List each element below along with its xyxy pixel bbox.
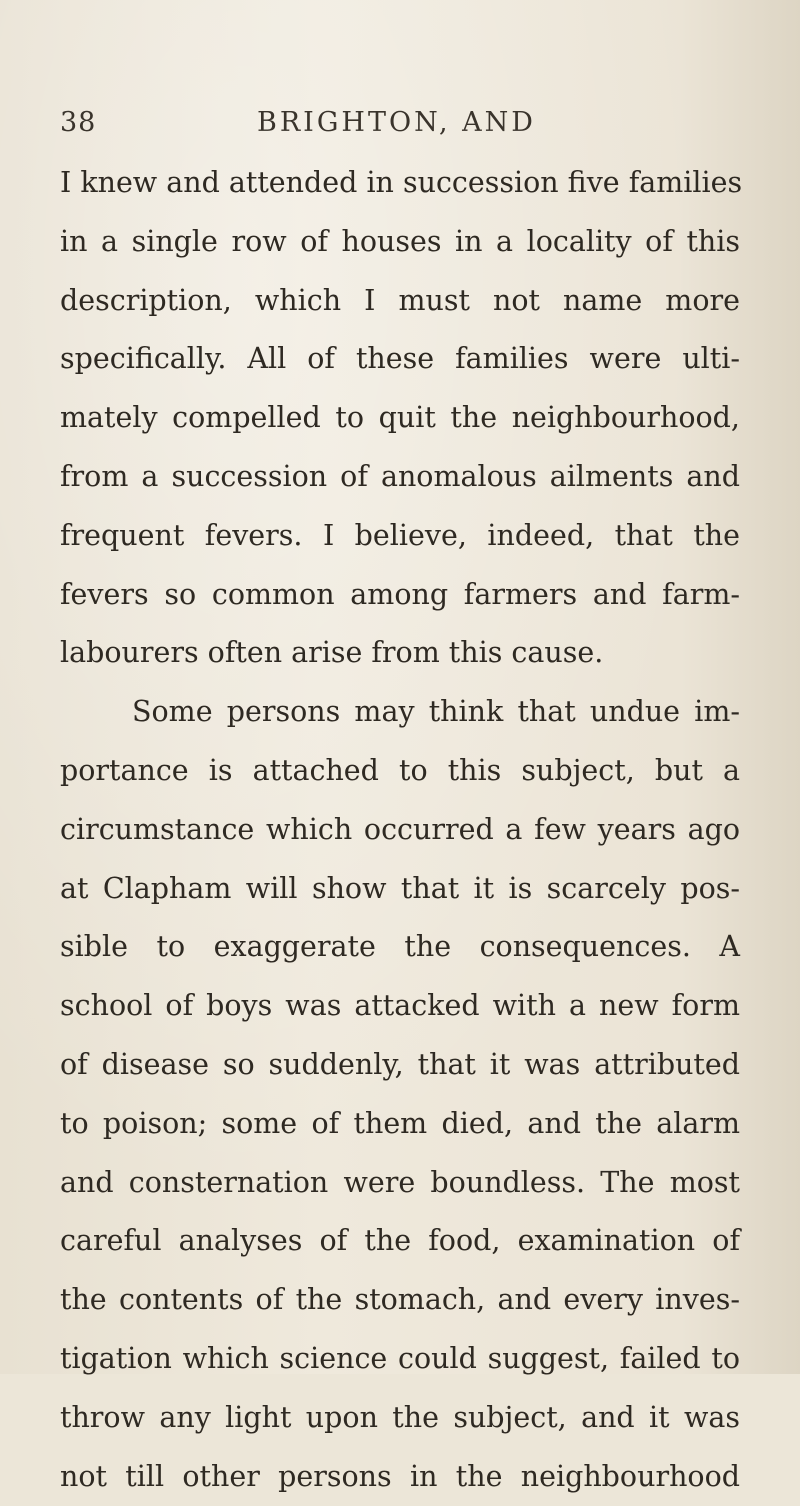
- text-line: from a succession of anomalous ailments and: [60, 459, 740, 493]
- text-line: fevers so common among farmers and farm-: [60, 577, 740, 611]
- text-line: tigation which science could suggest, failed to: [60, 1341, 740, 1375]
- text-line: specifically. All of these families were ulti-: [60, 342, 740, 376]
- text-line: the contents of the stomach, and every inves-: [60, 1283, 740, 1317]
- text-line: at Clapham will show that it is scarcely pos-: [60, 871, 740, 905]
- text-line: frequent fevers. I believe, indeed, that the: [60, 518, 740, 552]
- text-line: to poison; some of them died, and the alarm: [60, 1106, 740, 1140]
- text-line: labourers often arise from this cause.: [60, 636, 604, 670]
- text-line: mately compelled to quit the neighbourhood,: [60, 401, 740, 435]
- text-line: circumstance which occurred a few years ago: [60, 812, 740, 846]
- text-line: in a single row of houses in a locality of this: [60, 224, 740, 258]
- body-text: [60, 154, 743, 1506]
- page-header: [0, 107, 800, 147]
- text-line: not till other persons in the neighbourhood: [60, 1459, 740, 1493]
- text-line: portance is attached to this subject, but a: [60, 753, 740, 787]
- text-line: sible to exaggerate the consequences. A: [60, 930, 740, 964]
- text-line: I knew and attended in succession five families: [60, 166, 743, 199]
- text-line: description, which I must not name more: [60, 283, 740, 317]
- text-line: throw any light upon the subject, and it was: [60, 1400, 740, 1434]
- text-line: school of boys was attacked with a new form: [60, 989, 740, 1023]
- text-line: of disease so suddenly, that it was attributed: [60, 1047, 740, 1081]
- text-line: careful analyses of the food, examination of: [60, 1224, 740, 1258]
- page-number: 38: [60, 107, 97, 138]
- running-head: BRIGHTON, AND: [257, 107, 536, 138]
- paragraph-first-line: Some persons may think that undue im-: [132, 695, 740, 729]
- text-line: and consternation were boundless. The most: [60, 1165, 740, 1199]
